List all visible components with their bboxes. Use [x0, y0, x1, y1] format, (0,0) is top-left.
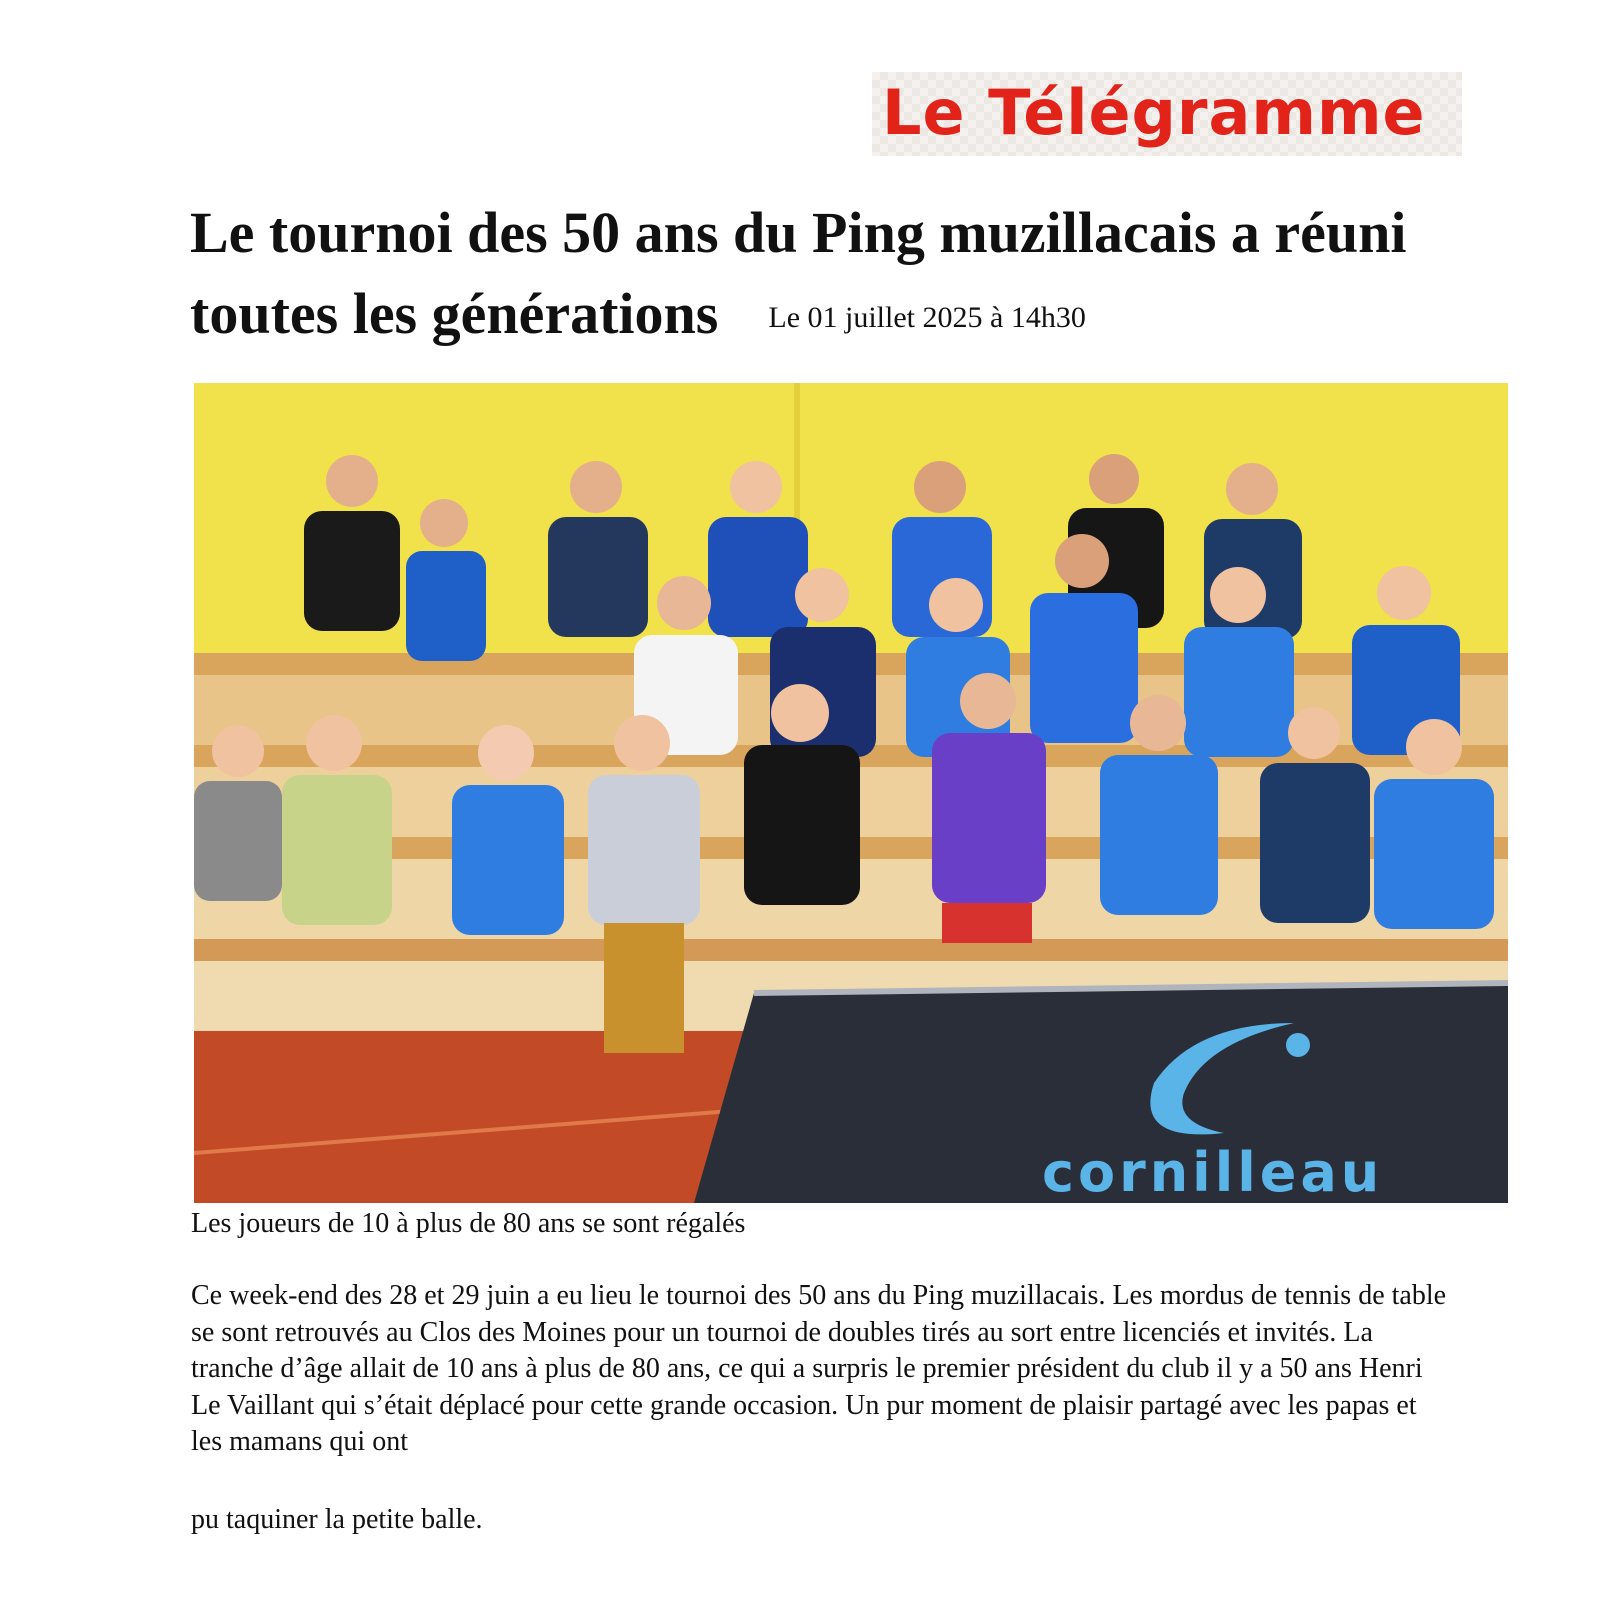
article-body-end: pu taquiner la petite balle. — [191, 1504, 483, 1535]
masthead-logo — [872, 72, 1462, 156]
headline-text: Le tournoi des 50 ans du Ping muzillacais a réuni toutes les générations — [190, 200, 1407, 346]
article-body: Ce week-end des 28 et 29 juin a eu lieu le tournoi des 50 ans du Ping muzillacais. Les mordus de tennis de table se sont retrouvés au Clos des Moines pour un tournoi de doubles tirés au sort entre licenciés et invités. La tranche d’âge allait de 10 ans à plus de 80 ans, ce qui a surpris le premier président du club il y a 50 ans Henri Le Vaillant qui s’était déplacé pour cette grande occasion. Un pur moment de plaisir partagé avec les papas et les mamans qui ont — [191, 1280, 1447, 1457]
article-photo — [194, 383, 1508, 1203]
group-photo-illustration — [194, 383, 1508, 1203]
article-date: Le 01 juillet 2025 à 14h30 — [768, 301, 1086, 334]
masthead-title: Le Télégramme — [882, 76, 1426, 149]
table-brand-text: cornilleau — [1042, 1141, 1384, 1203]
article-headline — [190, 192, 1460, 358]
photo-caption: Les joueurs de 10 à plus de 80 ans se sont régalés — [191, 1208, 746, 1239]
